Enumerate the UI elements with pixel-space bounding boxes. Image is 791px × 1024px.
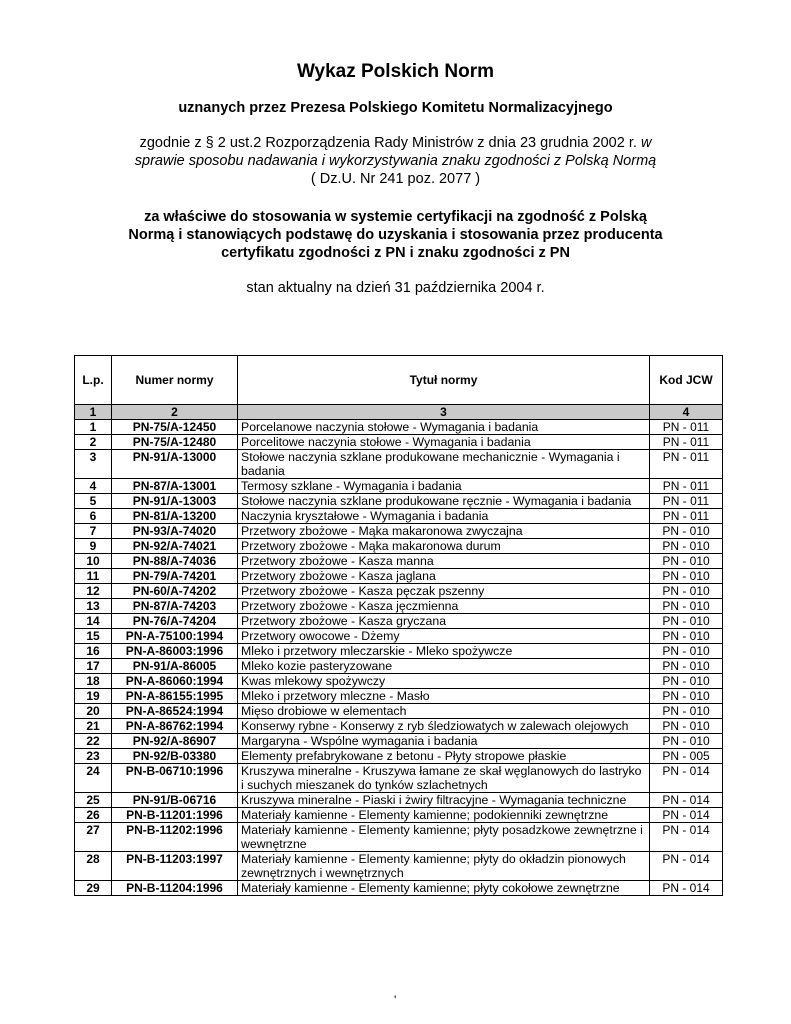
row-numer: PN-B-11201:1996 <box>112 808 238 823</box>
table-row <box>75 823 723 852</box>
table-header-row <box>75 356 723 405</box>
row-numer: PN-91/B-06716 <box>112 793 238 808</box>
row-numer: PN-A-86524:1994 <box>112 704 238 719</box>
row-lp: 20 <box>75 704 112 719</box>
row-tytul: Przetwory zbożowe - Kasza manna <box>238 554 650 569</box>
row-tytul: Przetwory zbożowe - Kasza jaglana <box>238 569 650 584</box>
row-lp: 11 <box>75 569 112 584</box>
row-kod: PN - 014 <box>650 808 723 823</box>
row-lp: 26 <box>75 808 112 823</box>
row-numer: PN-81/A-13200 <box>112 509 238 524</box>
row-tytul: Mięso drobiowe w elementach <box>238 704 650 719</box>
column-number-row <box>75 405 723 420</box>
row-lp: 19 <box>75 689 112 704</box>
row-lp: 1 <box>75 420 112 435</box>
row-kod: PN - 010 <box>650 734 723 749</box>
row-tytul: Stołowe naczynia szklane produkowane mechanicznie - Wymagania i badania <box>238 450 650 479</box>
row-kod: PN - 010 <box>650 584 723 599</box>
page-subtitle: uznanych przez Prezesa Polskiego Komitetu Normalizacyjnego <box>178 100 613 116</box>
column-number: 3 <box>238 405 650 420</box>
row-numer: PN-92/B-03380 <box>112 749 238 764</box>
row-numer: PN-60/A-74202 <box>112 584 238 599</box>
row-kod: PN - 010 <box>650 539 723 554</box>
row-numer: PN-91/A-86005 <box>112 659 238 674</box>
row-numer: PN-88/A-74036 <box>112 554 238 569</box>
table-row <box>75 808 723 823</box>
row-lp: 9 <box>75 539 112 554</box>
row-kod: PN - 010 <box>650 644 723 659</box>
table-row <box>75 435 723 450</box>
table-row <box>75 509 723 524</box>
row-numer: PN-93/A-74020 <box>112 524 238 539</box>
row-tytul: Przetwory zbożowe - Mąka makaronowa zwyczajna <box>238 524 650 539</box>
row-lp: 24 <box>75 764 112 793</box>
table-row <box>75 494 723 509</box>
row-kod: PN - 010 <box>650 629 723 644</box>
table-row <box>75 719 723 734</box>
row-numer: PN-87/A-74203 <box>112 599 238 614</box>
row-kod: PN - 010 <box>650 524 723 539</box>
table-row <box>75 749 723 764</box>
row-kod: PN - 010 <box>650 599 723 614</box>
status-date: stan aktualny na dzień 31 października 2004 r. <box>246 280 545 296</box>
norms-table <box>74 355 723 896</box>
table-row <box>75 852 723 881</box>
row-numer: PN-A-86003:1996 <box>112 644 238 659</box>
table-row <box>75 659 723 674</box>
row-kod: PN - 010 <box>650 659 723 674</box>
purpose-statement <box>0 208 791 262</box>
legal-basis-text: zgodnie z § 2 ust.2 Rozporządzenia Rady Ministrów z dnia 23 grudnia 2002 r. <box>139 135 637 151</box>
row-tytul: Materiały kamienne - Elementy kamienne; płyty posadzkowe zewnętrzne i wewnętrzne <box>238 823 650 852</box>
column-header-lp: L.p. <box>75 356 112 405</box>
row-lp: 29 <box>75 881 112 896</box>
row-lp: 25 <box>75 793 112 808</box>
row-lp: 23 <box>75 749 112 764</box>
legal-reference: ( Dz.U. Nr 241 poz. 2077 ) <box>310 171 481 187</box>
row-kod: PN - 011 <box>650 450 723 479</box>
row-numer: PN-B-11202:1996 <box>112 823 238 852</box>
row-lp: 7 <box>75 524 112 539</box>
purpose-line: certyfikatu zgodności z PN i znaku zgodności z PN <box>221 245 570 261</box>
row-numer: PN-91/A-13003 <box>112 494 238 509</box>
row-tytul: Naczynia kryształowe - Wymagania i badania <box>238 509 650 524</box>
table-row <box>75 689 723 704</box>
row-numer: PN-87/A-13001 <box>112 479 238 494</box>
row-tytul: Materiały kamienne - Elementy kamienne; podokienniki zewnętrzne <box>238 808 650 823</box>
row-kod: PN - 011 <box>650 509 723 524</box>
row-numer: PN-79/A-74201 <box>112 569 238 584</box>
row-kod: PN - 010 <box>650 614 723 629</box>
row-tytul: Porcelitowe naczynia stołowe - Wymagania i badania <box>238 435 650 450</box>
row-kod: PN - 005 <box>650 749 723 764</box>
row-tytul: Termosy szklane - Wymagania i badania <box>238 479 650 494</box>
row-tytul: Porcelanowe naczynia stołowe - Wymagania i badania <box>238 420 650 435</box>
column-header-kod: Kod JCW <box>650 356 723 405</box>
legal-basis-italic-start: w <box>640 135 652 151</box>
row-numer: PN-B-11204:1996 <box>112 881 238 896</box>
row-numer: PN-75/A-12450 <box>112 420 238 435</box>
table-row <box>75 674 723 689</box>
page-title: Wykaz Polskich Norm <box>296 61 495 82</box>
row-tytul: Konserwy rybne - Konserwy z ryb śledziowatych w zalewach olejowych <box>238 719 650 734</box>
row-tytul: Elementy prefabrykowane z betonu - Płyty stropowe płaskie <box>238 749 650 764</box>
row-tytul: Materiały kamienne - Elementy kamienne; płyty do okładzin pionowych zewnętrznych i wewnętrznych <box>238 852 650 881</box>
table-row <box>75 644 723 659</box>
table-row <box>75 450 723 479</box>
row-tytul: Przetwory zbożowe - Kasza jęczmienna <box>238 599 650 614</box>
table-row <box>75 764 723 793</box>
row-kod: PN - 010 <box>650 719 723 734</box>
row-tytul: Stołowe naczynia szklane produkowane ręcznie - Wymagania i badania <box>238 494 650 509</box>
table-row <box>75 881 723 896</box>
row-numer: PN-A-86155:1995 <box>112 689 238 704</box>
purpose-line: Normą i stanowiących podstawę do uzyskania i stosowania przez producenta <box>128 227 663 243</box>
legal-basis-italic: sprawie sposobu nadawania i wykorzystywania znaku zgodności z Polską Normą <box>134 153 657 169</box>
row-numer: PN-A-86762:1994 <box>112 719 238 734</box>
row-kod: PN - 010 <box>650 569 723 584</box>
row-lp: 12 <box>75 584 112 599</box>
row-lp: 2 <box>75 435 112 450</box>
row-tytul: Mleko i przetwory mleczne - Masło <box>238 689 650 704</box>
column-header-numer: Numer normy <box>112 356 238 405</box>
table-row <box>75 420 723 435</box>
row-numer: PN-92/A-86907 <box>112 734 238 749</box>
row-tytul: Margaryna - Wspólne wymagania i badania <box>238 734 650 749</box>
row-kod: PN - 010 <box>650 674 723 689</box>
row-tytul: Przetwory zbożowe - Kasza gryczana <box>238 614 650 629</box>
row-kod: PN - 010 <box>650 554 723 569</box>
row-tytul: Przetwory zbożowe - Mąka makaronowa durum <box>238 539 650 554</box>
row-tytul: Kwas mlekowy spożywczy <box>238 674 650 689</box>
row-kod: PN - 010 <box>650 689 723 704</box>
row-tytul: Materiały kamienne - Elementy kamienne; płyty cokołowe zewnętrzne <box>238 881 650 896</box>
table-row <box>75 629 723 644</box>
row-numer: PN-75/A-12480 <box>112 435 238 450</box>
row-kod: PN - 014 <box>650 881 723 896</box>
row-kod: PN - 014 <box>650 793 723 808</box>
row-lp: 22 <box>75 734 112 749</box>
row-lp: 10 <box>75 554 112 569</box>
footer-mark: ' <box>394 993 397 1007</box>
column-number: 1 <box>75 405 112 420</box>
column-number: 2 <box>112 405 238 420</box>
row-kod: PN - 011 <box>650 435 723 450</box>
table-row <box>75 704 723 719</box>
table-row <box>75 479 723 494</box>
table-row <box>75 569 723 584</box>
row-tytul: Kruszywa mineralne - Piaski i żwiry filtracyjne - Wymagania techniczne <box>238 793 650 808</box>
row-lp: 5 <box>75 494 112 509</box>
row-lp: 16 <box>75 644 112 659</box>
row-numer: PN-A-86060:1994 <box>112 674 238 689</box>
row-numer: PN-76/A-74204 <box>112 614 238 629</box>
table-row <box>75 539 723 554</box>
row-lp: 4 <box>75 479 112 494</box>
row-kod: PN - 011 <box>650 494 723 509</box>
row-lp: 28 <box>75 852 112 881</box>
row-lp: 14 <box>75 614 112 629</box>
row-lp: 15 <box>75 629 112 644</box>
legal-basis <box>0 134 791 188</box>
purpose-line: za właściwe do stosowania w systemie certyfikacji na zgodność z Polską <box>144 209 647 225</box>
row-lp: 3 <box>75 450 112 479</box>
column-number: 4 <box>650 405 723 420</box>
table-row <box>75 554 723 569</box>
row-lp: 27 <box>75 823 112 852</box>
row-lp: 13 <box>75 599 112 614</box>
row-tytul: Kruszywa mineralne - Kruszywa łamane ze skał węglanowych do lastryko i suchych mieszanek do tynków szlachetnych <box>238 764 650 793</box>
row-tytul: Mleko i przetwory mleczarskie - Mleko spożywcze <box>238 644 650 659</box>
table-row <box>75 614 723 629</box>
table-row <box>75 524 723 539</box>
table-row <box>75 584 723 599</box>
table-row <box>75 599 723 614</box>
row-numer: PN-A-75100:1994 <box>112 629 238 644</box>
row-tytul: Mleko kozie pasteryzowane <box>238 659 650 674</box>
row-tytul: Przetwory owocowe - Dżemy <box>238 629 650 644</box>
row-lp: 18 <box>75 674 112 689</box>
row-lp: 17 <box>75 659 112 674</box>
row-kod: PN - 011 <box>650 420 723 435</box>
row-tytul: Przetwory zbożowe - Kasza pęczak pszenny <box>238 584 650 599</box>
row-numer: PN-92/A-74021 <box>112 539 238 554</box>
row-kod: PN - 014 <box>650 852 723 881</box>
row-kod: PN - 010 <box>650 704 723 719</box>
row-numer: PN-B-11203:1997 <box>112 852 238 881</box>
row-lp: 6 <box>75 509 112 524</box>
row-numer: PN-91/A-13000 <box>112 450 238 479</box>
table-row <box>75 793 723 808</box>
table-row <box>75 734 723 749</box>
row-numer: PN-B-06710:1996 <box>112 764 238 793</box>
row-kod: PN - 011 <box>650 479 723 494</box>
row-lp: 21 <box>75 719 112 734</box>
column-header-tytul: Tytuł normy <box>238 356 650 405</box>
row-kod: PN - 014 <box>650 764 723 793</box>
row-kod: PN - 014 <box>650 823 723 852</box>
